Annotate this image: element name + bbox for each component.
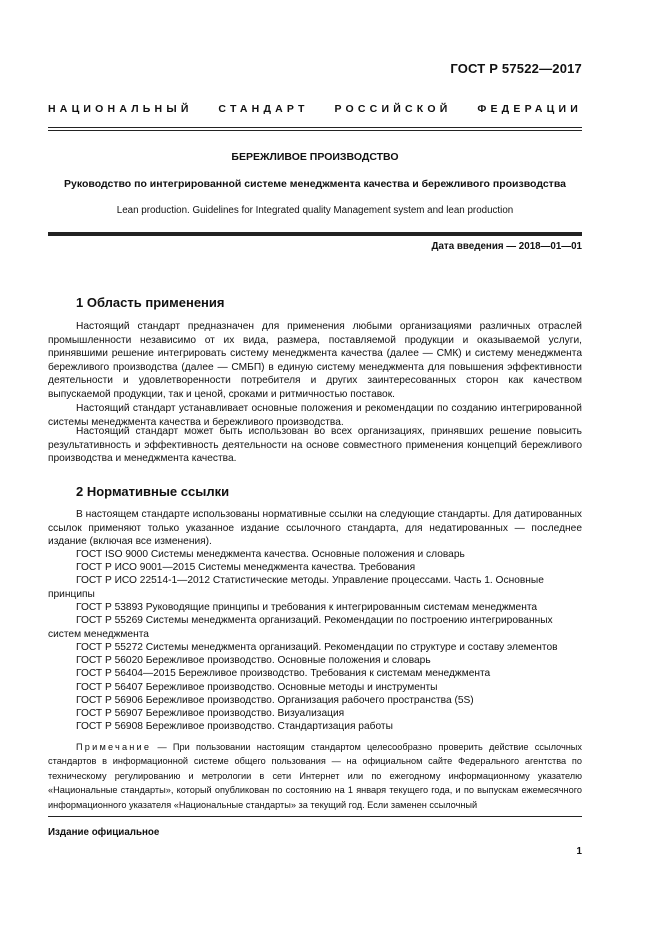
paragraph: Настоящий стандарт предназначен для применения любыми организациями различных отраслей промышленности независимо от их вида, размера, поставляемой продукции и оказываемой услуги, принявшими решение интегрировать систему менеджмента качества (далее — СМК) и систему менеджмента бережливого производства (далее — СМБП) в единую систему менеджмента для повышения эффективности деятельности и удовлетворенности потребителя и других заинтересованных сторон как качеством выпускаемой продукции, так и ценой, сроками и ритмичностью поставок. xyxy=(48,321,582,400)
document-title: БЕРЕЖЛИВОЕ ПРОИЗВОДСТВО xyxy=(231,151,399,163)
paragraph: Настоящий стандарт может быть использован во всех организациях, принявших решение повысить результативность и эффективность деятельности на основе совместного применения концепций бережливого производства и менеджмента качества. xyxy=(48,426,582,465)
reference-item: ГОСТ Р 56908 Бережливое производство. Стандартизация работы xyxy=(76,721,393,732)
reference-item: ГОСТ ISO 9000 Системы менеджмента качества. Основные положения и словарь xyxy=(76,549,465,560)
section-heading-scope: 1 Область применения xyxy=(76,295,225,310)
reference-item: ГОСТ Р 56906 Бережливое производство. Организация рабочего пространства (5S) xyxy=(76,695,474,706)
reference-item: ГОСТ Р 55272 Системы менеджмента организаций. Рекомендации по структуре и составу элементов xyxy=(76,642,558,653)
official-edition-label: Издание официальное xyxy=(48,827,160,838)
note-label: Примечание xyxy=(76,742,152,752)
section-heading-references: 2 Нормативные ссылки xyxy=(76,484,230,499)
paragraph: Настоящий стандарт устанавливает основные положения и рекомендации по созданию интегрированной системы менеджмента качества и бережливого производства. xyxy=(48,403,582,428)
note xyxy=(48,740,582,812)
page-number: 1 xyxy=(576,846,582,857)
header-divider-second xyxy=(48,130,582,131)
gost-code: ГОСТ Р 57522—2017 xyxy=(450,61,582,76)
note-text: — При пользовании настоящим стандартом целесообразно проверить действие ссылочных стандартов в информационной системе общего пользования — на официальном сайте Федерального агентства по техническому регулированию и метрологии в сети Интернет или по ежегодному информационному указателю «Национальные стандарты», который опубликован по состоянию на 1 января текущего года, и по выпускам ежемесячного информационного указателя «Национальные стандарты» за текущий год. Если заменен ссылочный xyxy=(48,742,582,810)
reference-item: ГОСТ Р ИСО 22514-1—2012 Статистические методы. Управление процессами. Часть 1. Основные принципы xyxy=(48,575,544,600)
date-introduced: Дата введения — 2018—01—01 xyxy=(431,241,582,252)
reference-item: ГОСТ Р 56404—2015 Бережливое производство. Требования к системам менеджмента xyxy=(76,668,491,679)
reference-item: ГОСТ Р 56407 Бережливое производство. Основные методы и инструменты xyxy=(76,682,438,693)
document-title-english: Lean production. Guidelines for Integrated quality Management system and lean production xyxy=(116,205,514,216)
reference-item: ГОСТ Р 56907 Бережливое производство. Визуализация xyxy=(76,708,345,719)
footer-divider xyxy=(48,816,582,817)
document-subtitle: Руководство по интегрированной системе менеджмента качества и бережливого производства xyxy=(64,178,566,190)
reference-item: ГОСТ Р 53893 Руководящие принципы и требования к интегрированным системам менеджмента xyxy=(76,602,538,613)
reference-item: ГОСТ Р ИСО 9001—2015 Системы менеджмента качества. Требования xyxy=(76,562,416,573)
title-divider-thick xyxy=(48,232,582,236)
paragraph: В настоящем стандарте использованы нормативные ссылки на следующие стандарты. Для датированных ссылок применяют только указанное издание ссылочного стандарта, для недатированных — последнее издание (включая все изменения). xyxy=(48,509,582,548)
reference-item: ГОСТ Р 56020 Бережливое производство. Основные положения и словарь xyxy=(76,655,431,666)
reference-item: ГОСТ Р 55269 Системы менеджмента организаций. Рекомендации по построению интегрированных систем менеджмента xyxy=(48,615,553,640)
header-divider xyxy=(48,127,582,128)
national-standard-header: НАЦИОНАЛЬНЫЙ СТАНДАРТ РОССИЙСКОЙ ФЕДЕРАЦИИ xyxy=(48,103,582,115)
